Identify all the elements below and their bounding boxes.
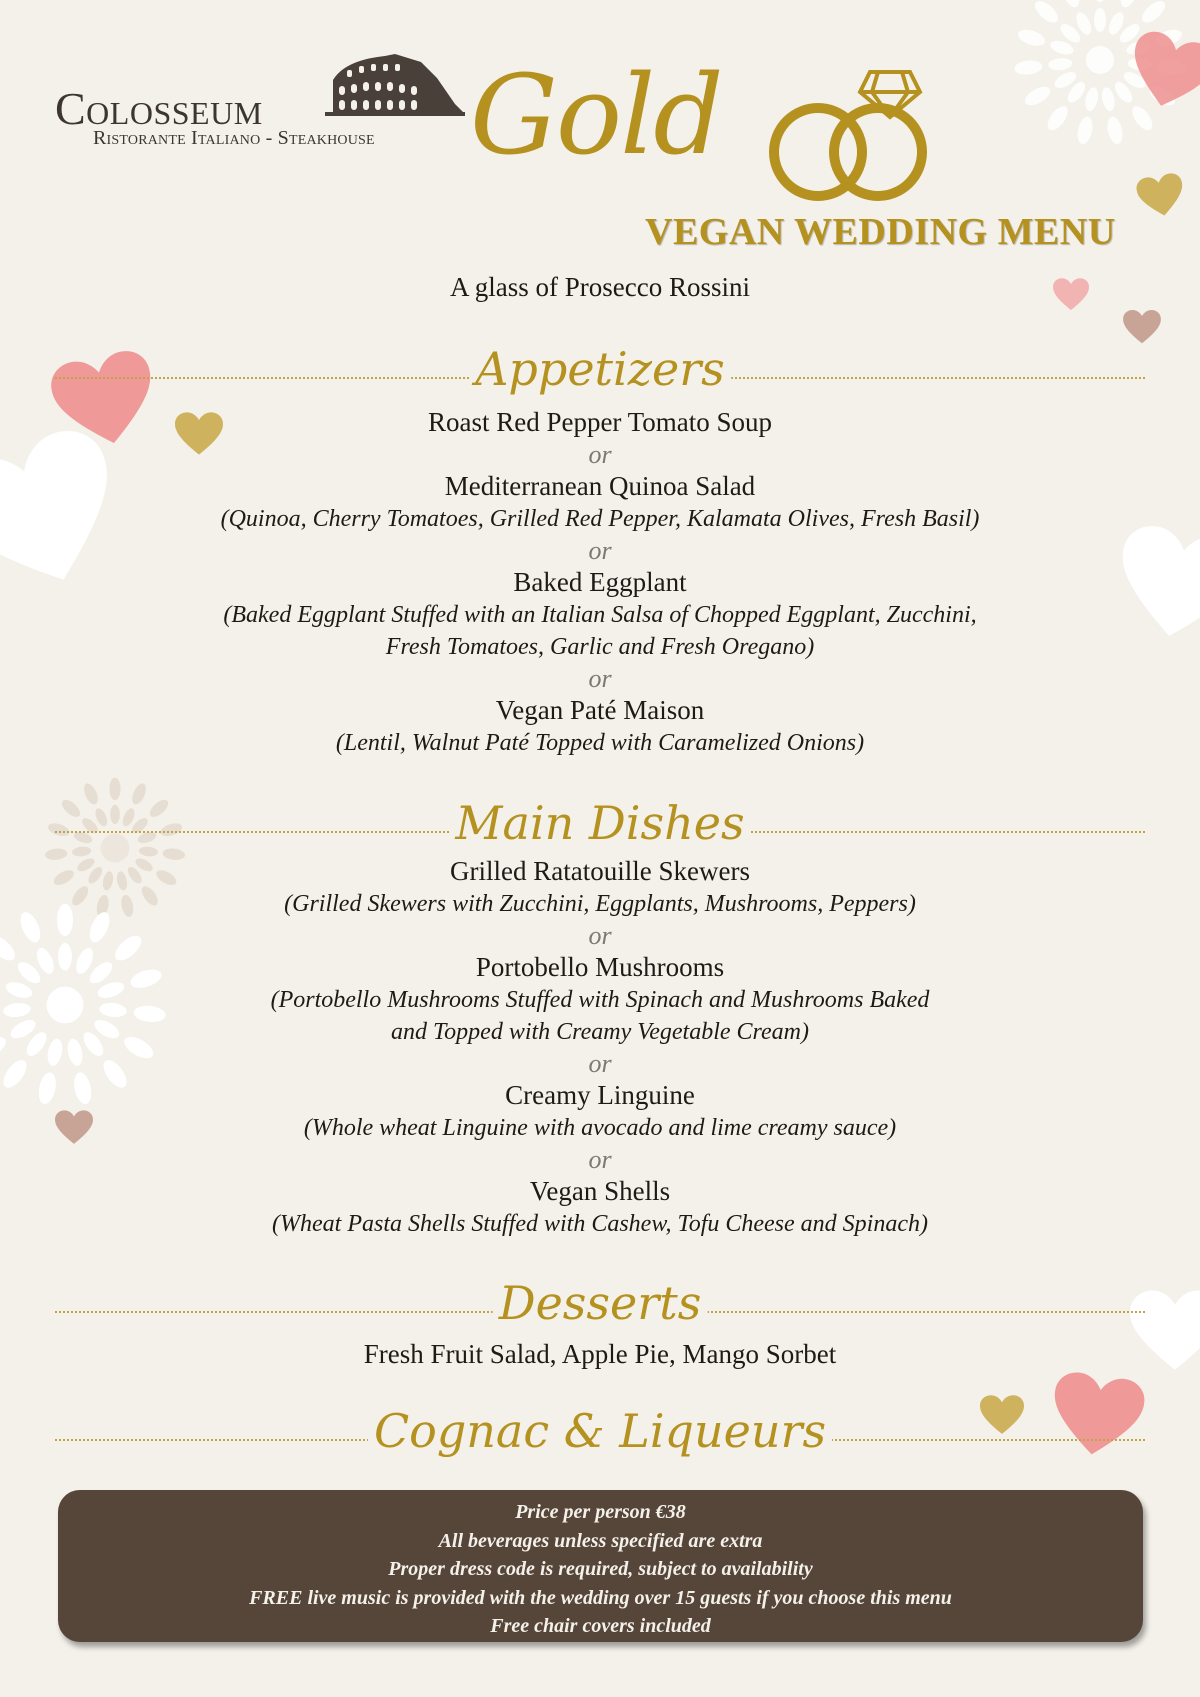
appetizers-heading [55,343,1145,403]
main-dishes-title: Main Dishes [449,797,750,850]
price-line: Price per person €38 [515,1501,686,1523]
terms-line: Proper dress code is required, subject to availability [388,1558,813,1580]
or-separator: or [588,536,612,565]
restaurant-logo [55,52,445,162]
gold-script-title: Gold [470,51,722,179]
logo-subtitle: Ristorante Italiano - Steakhouse [93,127,375,149]
appetizers-title: Appetizers [469,343,731,396]
or-separator: or [588,921,612,950]
menu-item-description: (Wheat Pasta Shells Stuffed with Cashew, Tofu Cheese and Spinach) [272,1211,928,1237]
terms-line: All beverages unless specified are extra [438,1529,763,1552]
terms-box [58,1490,1143,1642]
colosseum-icon [325,52,465,126]
main-dishes-heading [55,797,1145,857]
menu-item: Portobello Mushrooms [475,952,725,982]
menu-item: Mediterranean Quinoa Salad [444,471,756,501]
menu-item: Roast Red Pepper Tomato Soup [427,407,773,437]
menu-item-description: Fresh Tomatoes, Garlic and Fresh Oregano) [385,634,815,660]
menu-item: Baked Eggplant [513,567,687,597]
main-dishes-list [0,855,1200,1240]
menu-item-description: (Lentil, Walnut Paté Topped with Caramelized Onions) [335,730,865,756]
heart-icon [1135,171,1188,220]
or-separator: or [588,1145,612,1174]
menu-item: Vegan Shells [529,1176,671,1206]
cognac-heading [55,1405,1145,1465]
logo-name: Colosseum [55,83,263,134]
menu-item: Grilled Ratatouille Skewers [450,856,750,886]
or-separator: or [588,440,612,469]
wedding-rings-icon [760,62,960,216]
or-separator: or [588,1049,612,1078]
terms-line: Free chair covers included [490,1615,711,1637]
intro-drink: A glass of Prosecco Rossini [450,272,750,302]
menu-title: VEGAN WEDDING MENU [645,211,1116,253]
menu-item: Fresh Fruit Salad, Apple Pie, Mango Sorbet [363,1339,837,1369]
menu-item-description: and Topped with Creamy Vegetable Cream) [391,1019,809,1045]
menu-item-description: (Baked Eggplant Stuffed with an Italian Salsa of Chopped Eggplant, Zucchini, [223,602,977,628]
menu-item: Creamy Linguine [505,1080,695,1110]
menu-item-description: (Quinoa, Cherry Tomatoes, Grilled Red Pepper, Kalamata Olives, Fresh Basil) [220,506,980,532]
terms-line: FREE live music is provided with the wedding over 15 guests if you choose this menu [249,1586,952,1609]
menu-item-description: (Portobello Mushrooms Stuffed with Spinach and Mushrooms Baked [270,987,930,1013]
desserts-list [0,1338,1200,1371]
menu-item: Vegan Paté Maison [495,695,705,725]
appetizers-list [0,406,1200,759]
or-separator: or [588,664,612,693]
desserts-heading [55,1277,1145,1337]
heart-icon [1123,310,1161,344]
menu-item-description: (Grilled Skewers with Zucchini, Eggplants, Mushrooms, Peppers) [284,891,916,917]
desserts-title: Desserts [493,1277,708,1330]
menu-item-description: (Whole wheat Linguine with avocado and lime creamy sauce) [303,1115,897,1141]
cognac-title: Cognac & Liqueurs [368,1405,832,1458]
